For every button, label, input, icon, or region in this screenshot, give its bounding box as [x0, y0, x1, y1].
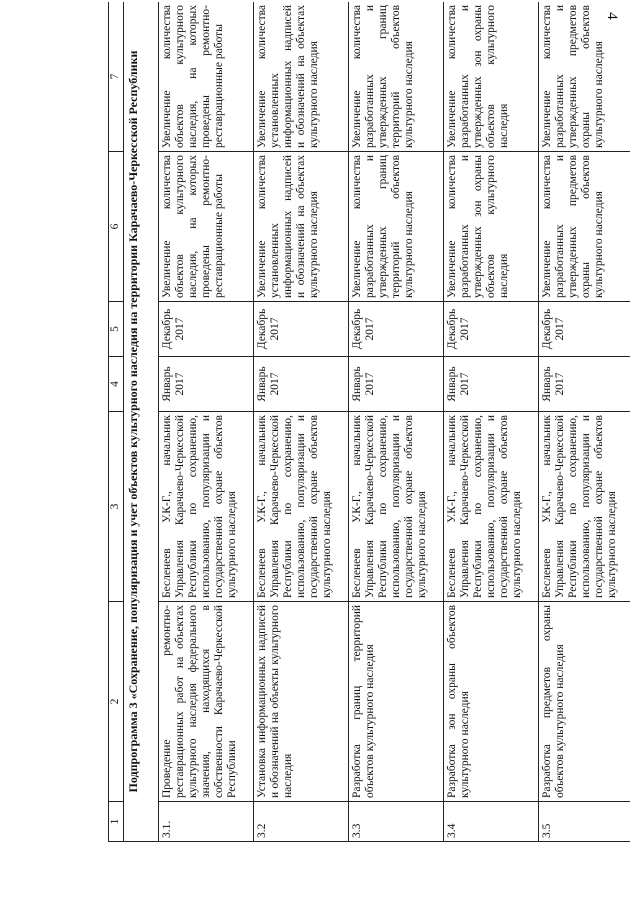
end-date: Декабрь 2017 [254, 302, 349, 357]
table-row [159, 2, 254, 842]
result-description: Увеличение количества разработанных и утвержденных предметов охраны объектов культурного наследия [539, 2, 631, 152]
row-number: 3.1. [159, 802, 254, 842]
end-date: Декабрь 2017 [349, 302, 444, 357]
subprogram-measures-table [108, 2, 630, 842]
table-row [539, 2, 631, 842]
table-row [254, 2, 349, 842]
result-description: Увеличение количества объектов культурного наследия, на которых проведены ремонтно-реставрационные работы [159, 2, 254, 152]
end-date: Декабрь 2017 [159, 302, 254, 357]
column-number-row [109, 2, 124, 842]
measure-name: Разработка предметов охраны объектов культурного наследия [539, 602, 631, 802]
responsible-person: Бесленеев У.К-Г., начальник Управления Карачаево-Черкесской Республики по сохранению, использованию, популяризации и государственной охране объектов культурного наследия [539, 412, 631, 602]
measure-name: Разработка границ территорий объектов культурного наследия [349, 602, 444, 802]
responsible-person: Бесленеев У.К-Г., начальник Управления Карачаево-Черкесской Республики по сохранению, использованию, популяризации и государственной охране объектов культурного наследия [444, 412, 539, 602]
row-number: 3.3 [349, 802, 444, 842]
column-number: 7 [109, 2, 124, 152]
column-number: 3 [109, 412, 124, 602]
rotated-table-area [108, 2, 630, 902]
expected-result: Увеличение количества разработанных и утвержденных зон охраны объектов культурного наследия [444, 152, 539, 302]
column-number: 6 [109, 152, 124, 302]
measure-name: Установка информационных надписей и обозначений на объекты культурного наследия [254, 602, 349, 802]
table-row [444, 2, 539, 842]
row-number: 3.2 [254, 802, 349, 842]
measure-name: Проведение ремонтно-реставрационных работ на объектах культурного наследия федерального значения, находящихся в собственности Карачаево-Черкесской Республики [159, 602, 254, 802]
column-number: 5 [109, 302, 124, 357]
result-description: Увеличение количества разработанных и утвержденных зон охраны объектов культурного наследия [444, 2, 539, 152]
start-date: Январь 2017 [539, 357, 631, 412]
subprogram-title: Подпрограмма 3 «Сохранение, популяризация и учет объектов культурного наследия на территории Карачаево-Черкесской Республики [124, 2, 159, 842]
start-date: Январь 2017 [444, 357, 539, 412]
result-description: Увеличение количества разработанных и утвержденных границ территорий объектов культурного наследия [349, 2, 444, 152]
start-date: Январь 2017 [349, 357, 444, 412]
subprogram-title-row [124, 2, 159, 842]
expected-result: Увеличение количества объектов культурного наследия, на которых проведены ремонтно-реставрационные работы [159, 152, 254, 302]
end-date: Декабрь 2017 [444, 302, 539, 357]
start-date: Январь 2017 [254, 357, 349, 412]
responsible-person: Бесленеев У.К-Г., начальник Управления Карачаево-Черкесской Республики по сохранению, использованию, популяризации и государственной охране объектов культурного наследия [254, 412, 349, 602]
expected-result: Увеличение количества установленных информационных надписей и обозначений на объектах культурного наследия [254, 152, 349, 302]
expected-result: Увеличение количества разработанных и утвержденных границ территорий объектов культурного наследия [349, 152, 444, 302]
column-number: 2 [109, 602, 124, 802]
column-number: 1 [109, 802, 124, 842]
end-date: Декабрь 2017 [539, 302, 631, 357]
row-number: 3.5 [539, 802, 631, 842]
measure-name: Разработка зон охраны объектов культурного наследия [444, 602, 539, 802]
row-number: 3.4 [444, 802, 539, 842]
table-row [349, 2, 444, 842]
responsible-person: Бесленеев У.К-Г., начальник Управления Карачаево-Черкесской Республики по сохранению, использованию, популяризации и государственной охране объектов культурного наследия [159, 412, 254, 602]
column-number: 4 [109, 357, 124, 412]
page-number: 4 [603, 12, 620, 20]
result-description: Увеличение количества установленных информационных надписей и обозначений на объектах культурного наследия [254, 2, 349, 152]
start-date: Январь 2017 [159, 357, 254, 412]
responsible-person: Бесленеев У.К-Г., начальник Управления Карачаево-Черкесской Республики по сохранению, использованию, популяризации и государственной охране объектов культурного наследия [349, 412, 444, 602]
expected-result: Увеличение количества разработанных и утвержденных предметов охраны объектов культурного наследия [539, 152, 631, 302]
rotated-table-container [108, 2, 630, 842]
